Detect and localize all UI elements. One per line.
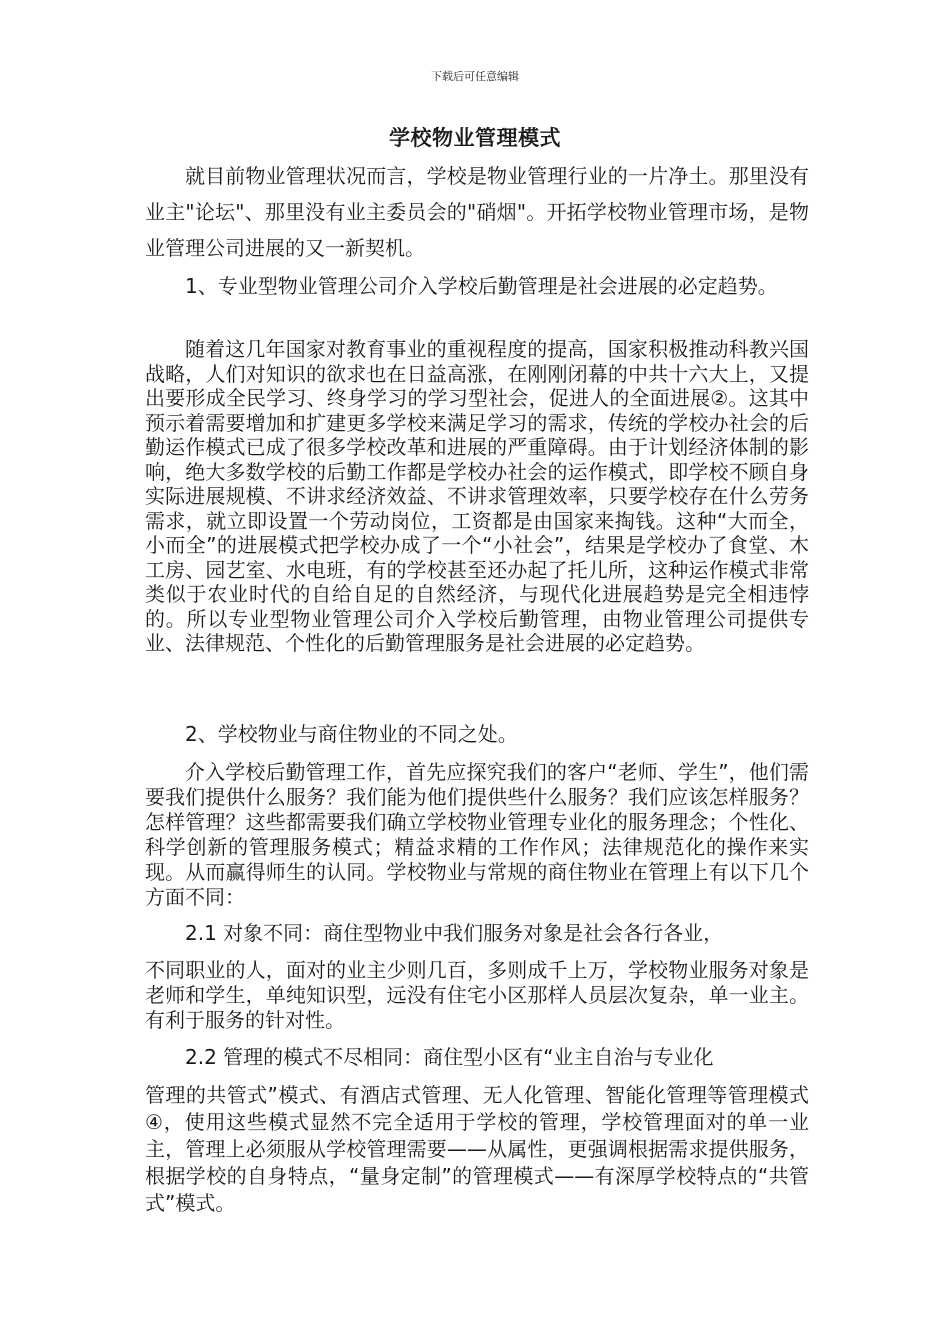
header-note: 下载后可任意编辑 <box>431 70 519 83</box>
paragraph-section-1: 随着这几年国家对教育事业的重视程度的提高，国家积极推动科教兴国战略，人们对知识的欲求也在日益高涨，在刚刚闭幕的中共十六大上，又提出要形成全民学习、终身学习的学习型社会，促进人的全面进展②。这其中预示着需要增加和扩建更多学校来满足学习的需求，传统的学校办社会的后勤运作模式已成了很多学校改革和进展的严重障碍。由于计划经济体制的影响，绝大多数学校的后勤工作都是学校办社会的运作模式，即学校不顾自身实际进展规模、不讲求经济效益、不讲求管理效率，只要学校存在什么劳务需求，就立即设置一个劳动岗位，工资都是由国家来掏钱。这种“大而全，小而全”的进展模式把学校办成了一个“小社会”，结果是学校办了食堂、木工房、园艺室、水电班，有的学校甚至还办起了托儿所，这种运作模式非常类似于农业时代的自给自足的自然经济，与现代化进展趋势是完全相违悖的。所以专业型物业管理公司介入学校后勤管理，由物业管理公司提供专业、法律规范、个性化的后勤管理服务是社会进展的必定趋势。 <box>145 337 809 655</box>
subsection-2-1-lead: 2.1 对象不同：商住型物业中我们服务对象是社会各行各业， <box>185 921 724 945</box>
subsection-2-2-body: 管理的共管式”模式、有酒店式管理、无人化管理、智能化管理等管理模式④，使用这些模式显然不完全适用于学校的管理，学校管理面对的单一业主，管理上必须服从学校管理需要——从属性，更强调根据需求提供服务，根据学校的自身特点，“量身定制”的管理模式——有深厚学校特点的“共管式”模式。 <box>145 1083 809 1215</box>
paragraph-section-2: 介入学校后勤管理工作，首先应探究我们的客户“老师、学生”，他们需要我们提供什么服务？我们能为他们提供些什么服务？我们应该怎样服务？怎样管理？这些都需要我们确立学校物业管理专业化的服务理念；个性化、科学创新的管理服务模式；精益求精的工作作风；法律规范化的操作来实现。从而赢得师生的认同。学校物业与常规的商住物业在管理上有以下几个方面不同： <box>145 760 809 909</box>
paragraph-intro: 就目前物业管理状况而言，学校是物业管理行业的一片净土。那里没有业主"论坛"、那里没有业主委员会的"硝烟"。开拓学校物业管理市场，是物业管理公司进展的又一新契机。 <box>145 164 809 260</box>
section-heading-1: 1、专业型物业管理公司介入学校后勤管理是社会进展的必定趋势。 <box>185 274 778 298</box>
section-heading-2: 2、学校物业与商住物业的不同之处。 <box>185 722 518 746</box>
subsection-2-1-body: 不同职业的人，面对的业主少则几百，多则成千上万，学校物业服务对象是老师和学生，单纯知识型，远没有住宅小区那样人员层次复杂，单一业主。有利于服务的针对性。 <box>145 958 809 1032</box>
subsection-2-2-lead: 2.2 管理的模式不尽相同：商住型小区有“业主自治与专业化 <box>185 1045 714 1069</box>
document-title: 学校物业管理模式 <box>389 126 561 150</box>
